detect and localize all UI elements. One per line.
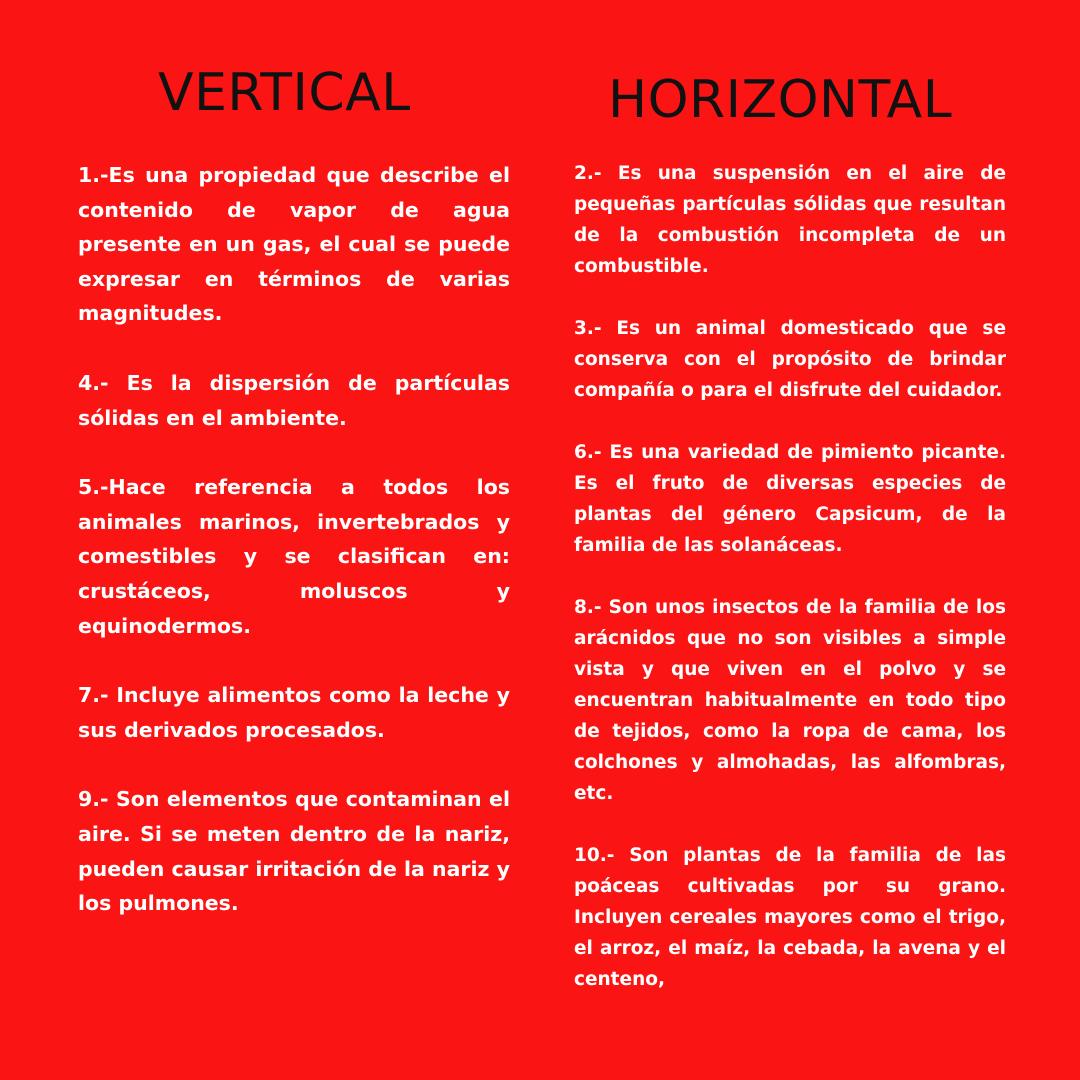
vertical-clue-9: 9.- Son elementos que contaminan el aire. Si se meten dentro de la nariz, pueden causar irritación de la nariz y los pulmones. [78, 787, 510, 916]
horizontal-clue-6: 6.- Es una variedad de pimiento picante. Es el fruto de diversas especies de plantas del género Capsicum, de la familia de las solanáceas. [574, 442, 1006, 556]
horizontal-clue-3: 3.- Es un animal domesticado que se conserva con el propósito de brindar compañía o para el disfrute del cuidador. [574, 318, 1006, 401]
horizontal-clue-2: 2.- Es una suspensión en el aire de pequeñas partículas sólidas que resultan de la combustión incompleta de un combustible. [574, 163, 1006, 277]
vertical-clue-4: 4.- Es la dispersión de partículas sólidas en el ambiente. [78, 370, 510, 430]
vertical-heading: VERTICAL [158, 63, 411, 123]
vertical-clues-column [78, 158, 510, 921]
horizontal-clue-10: 10.- Son plantas de la familia de las poáceas cultivadas por su grano. Incluyen cereales mayores como el trigo, el arroz, el maíz, la cebada, la avena y el centeno, [574, 845, 1006, 990]
vertical-clue-1: 1.-Es una propiedad que describe el contenido de vapor de agua presente en un gas, el cual se puede expresar en términos de varias magnitudes. [78, 163, 510, 326]
vertical-clue-5: 5.-Hace referencia a todos los animales marinos, invertebrados y comestibles y se clasifican en: crustáceos, moluscos y equinodermos. [78, 475, 510, 638]
horizontal-clues-column [574, 158, 1006, 995]
horizontal-heading: HORIZONTAL [608, 70, 953, 130]
horizontal-clue-8: 8.- Son unos insectos de la familia de los arácnidos que no son visibles a simple vista y que viven en el polvo y se encuentran habitualmente en todo tipo de tejidos, como la ropa de cama, los colchones y almohadas, las alfombras, etc. [574, 597, 1006, 804]
vertical-clue-7: 7.- Incluye alimentos como la leche y sus derivados procesados. [78, 683, 510, 742]
